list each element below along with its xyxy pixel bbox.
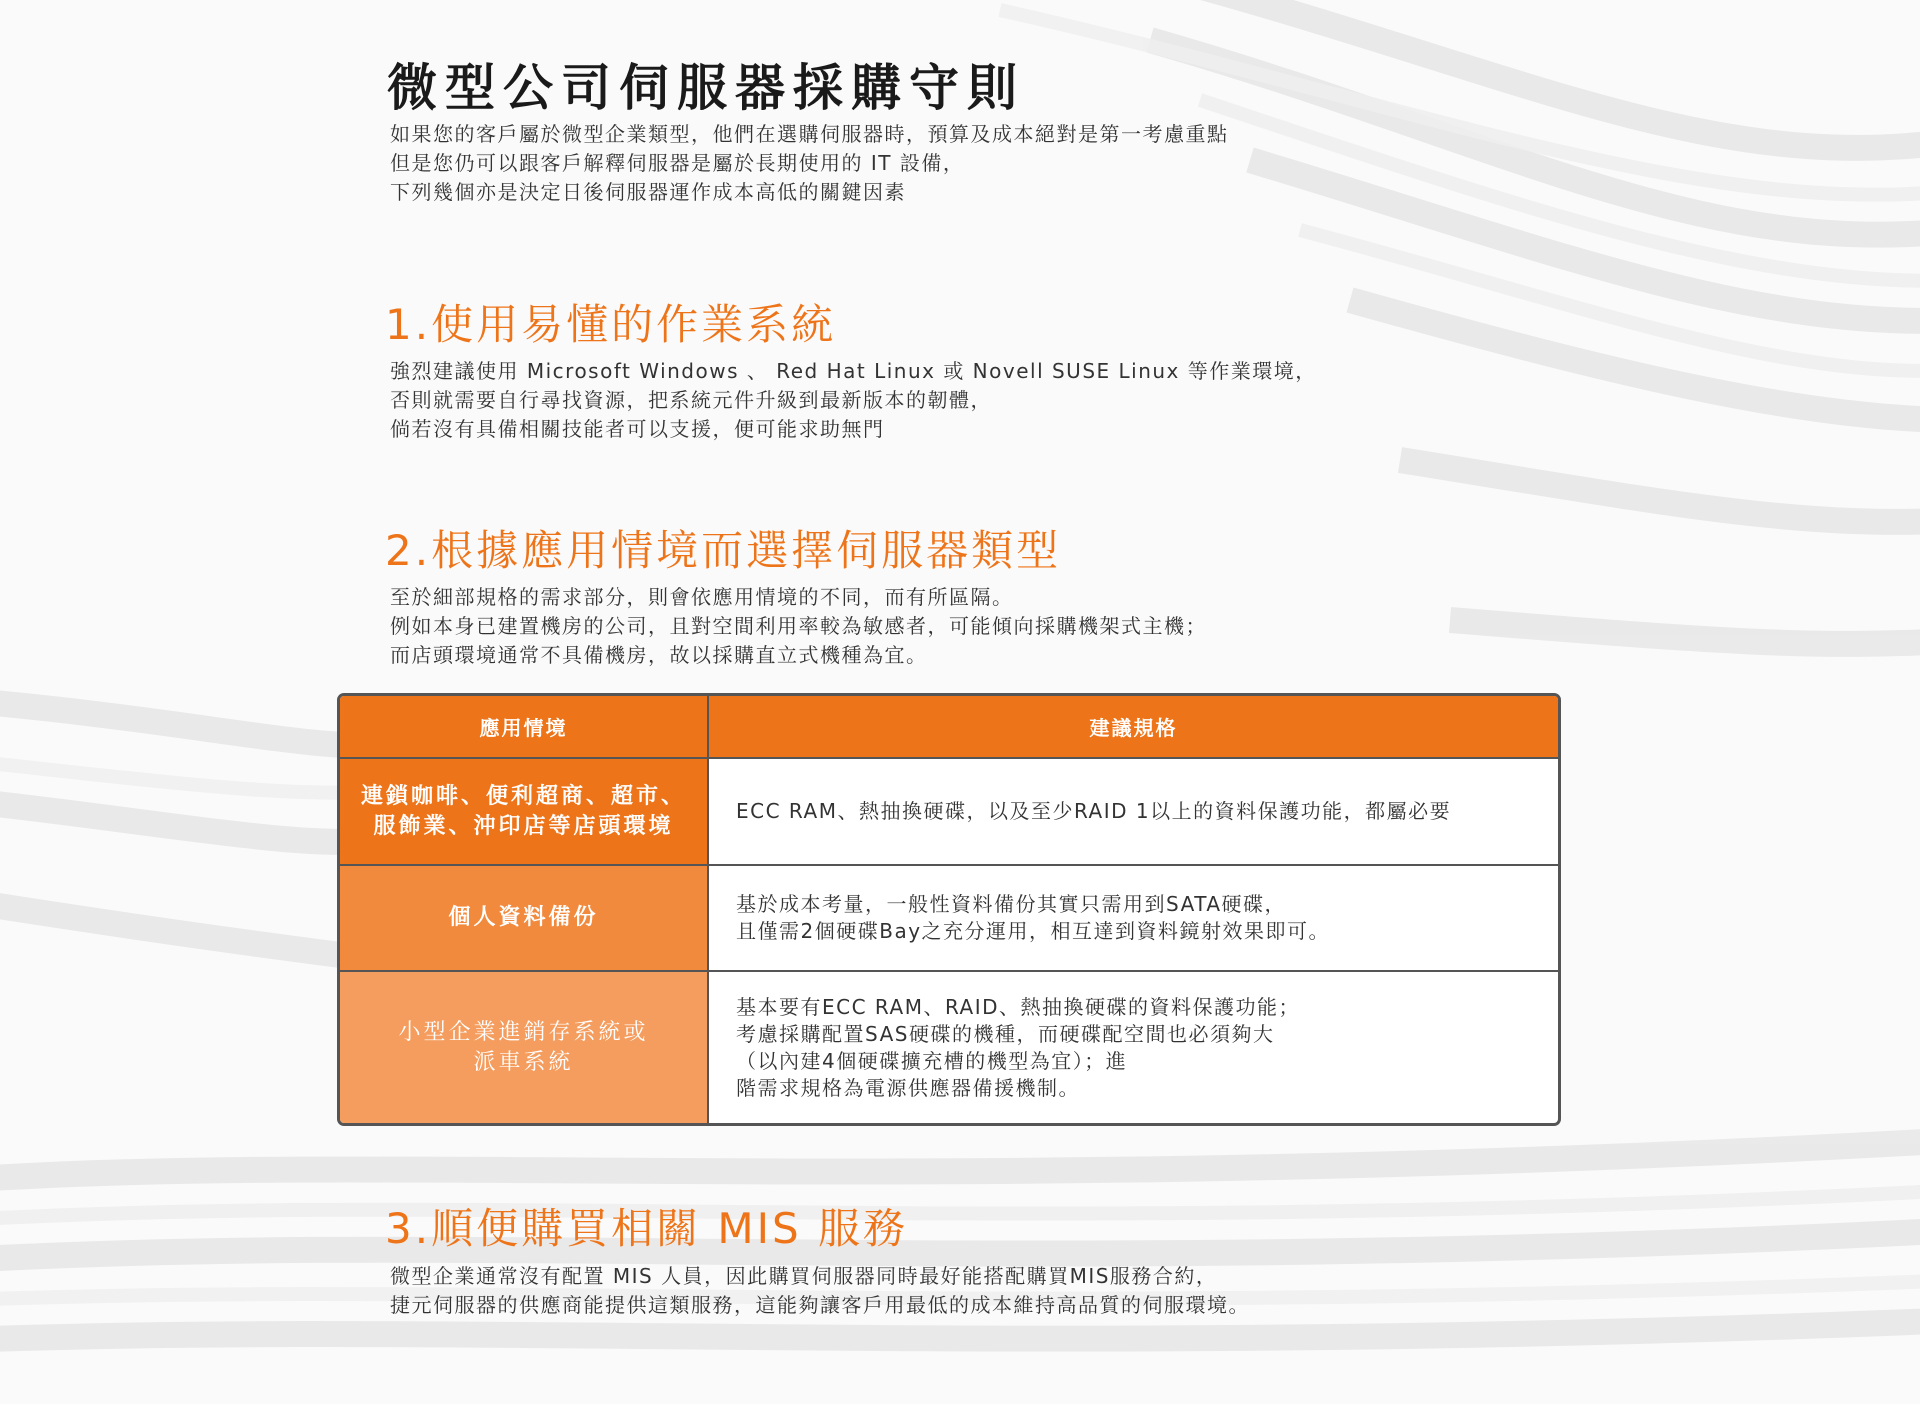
- scenario-cell: [340, 866, 707, 970]
- spec-cell: [707, 972, 1558, 1123]
- intro-line: 如果您的客戶屬於微型企業類型，他們在選購伺服器時，預算及成本絕對是第一考慮重點: [390, 122, 1229, 146]
- section-2-line: 而店頭環境通常不具備機房，故以採購直立式機種為宜。: [390, 643, 928, 667]
- section-1-line: 否則就需要自行尋找資源，把系統元件升級到最新版本的韌體，: [390, 388, 992, 412]
- spec-line: 且僅需2個硬碟Bay之充分運用，相互達到資料鏡射效果即可。: [736, 919, 1331, 943]
- intro-line: 下列幾個亦是決定日後伺服器運作成本高低的關鍵因素: [390, 180, 906, 204]
- intro-line: 但是您仍可以跟客戶解釋伺服器是屬於長期使用的 IT 設備，: [390, 151, 965, 175]
- scenario-line: 服飾業、沖印店等店頭環境: [373, 813, 674, 839]
- header-spec: 建議規格: [707, 696, 1558, 757]
- section-3-title: 3.順便購買相關 MIS 服務: [385, 1204, 909, 1253]
- section-2-title: 2.根據應用情境而選擇伺服器類型: [385, 526, 1062, 575]
- section-1-body: [390, 357, 1317, 444]
- scenario-cell: [340, 972, 707, 1123]
- scenario-line: 派車系統: [473, 1049, 574, 1075]
- table-header-row: [340, 696, 1558, 759]
- section-3-line: 微型企業通常沒有配置 MIS 人員，因此購買伺服器同時最好能搭配購買MIS服務合約，: [390, 1264, 1218, 1288]
- scenario-cell: [340, 759, 707, 864]
- scenario-line: 小型企業進銷存系統或: [398, 1019, 649, 1045]
- scenario-line: 個人資料備份: [448, 905, 599, 930]
- spec-line: 階需求規格為電源供應器備援機制。: [736, 1075, 1080, 1100]
- spec-line: 基本要有ECC RAM、RAID、熱抽換硬碟的資料保護功能；: [736, 994, 1301, 1019]
- table-row: [340, 759, 1558, 866]
- spec-line: （以內建4個硬碟擴充槽的機型為宜）；進: [736, 1048, 1128, 1073]
- table-row: [340, 866, 1558, 972]
- spec-line: ECC RAM、熱抽換硬碟，以及至少RAID 1以上的資料保護功能，都屬必要: [736, 799, 1452, 823]
- page-title: 微型公司伺服器採購守則: [387, 59, 1025, 117]
- header-scenario: 應用情境: [479, 716, 568, 740]
- section-3-line: 捷元伺服器的供應商能提供這類服務，這能夠讓客戶用最低的成本維持高品質的伺服環境。: [390, 1293, 1250, 1317]
- section-1-title: 1.使用易懂的作業系統: [385, 300, 837, 349]
- section-2-body: [390, 583, 1207, 670]
- section-2-line: 例如本身已建置機房的公司，且對空間利用率較為敏感者，可能傾向採購機架式主機；: [390, 614, 1207, 638]
- section-1-line: 強烈建議使用 Microsoft Windows 、 Red Hat Linux 或 Novell SUSE Linux 等作業環境，: [390, 359, 1317, 383]
- intro-paragraph: [390, 120, 1229, 207]
- section-1-line: 倘若沒有具備相關技能者可以支援，便可能求助無門: [390, 417, 885, 441]
- section-3-body: [390, 1262, 1250, 1320]
- section-2-line: 至於細部規格的需求部分，則會依應用情境的不同，而有所區隔。: [390, 585, 1014, 609]
- spec-table: [337, 693, 1561, 1126]
- scenario-line: 連鎖咖啡、便利超商、超市、: [360, 783, 686, 809]
- table-row: [340, 972, 1558, 1123]
- spec-cell: [707, 759, 1558, 864]
- spec-line: 基於成本考量，一般性資料備份其實只需用到SATA硬碟，: [736, 892, 1287, 916]
- spec-line: 考慮採購配置SAS硬碟的機種，而硬碟配空間也必須夠大: [736, 1021, 1275, 1046]
- spec-cell: [707, 866, 1558, 970]
